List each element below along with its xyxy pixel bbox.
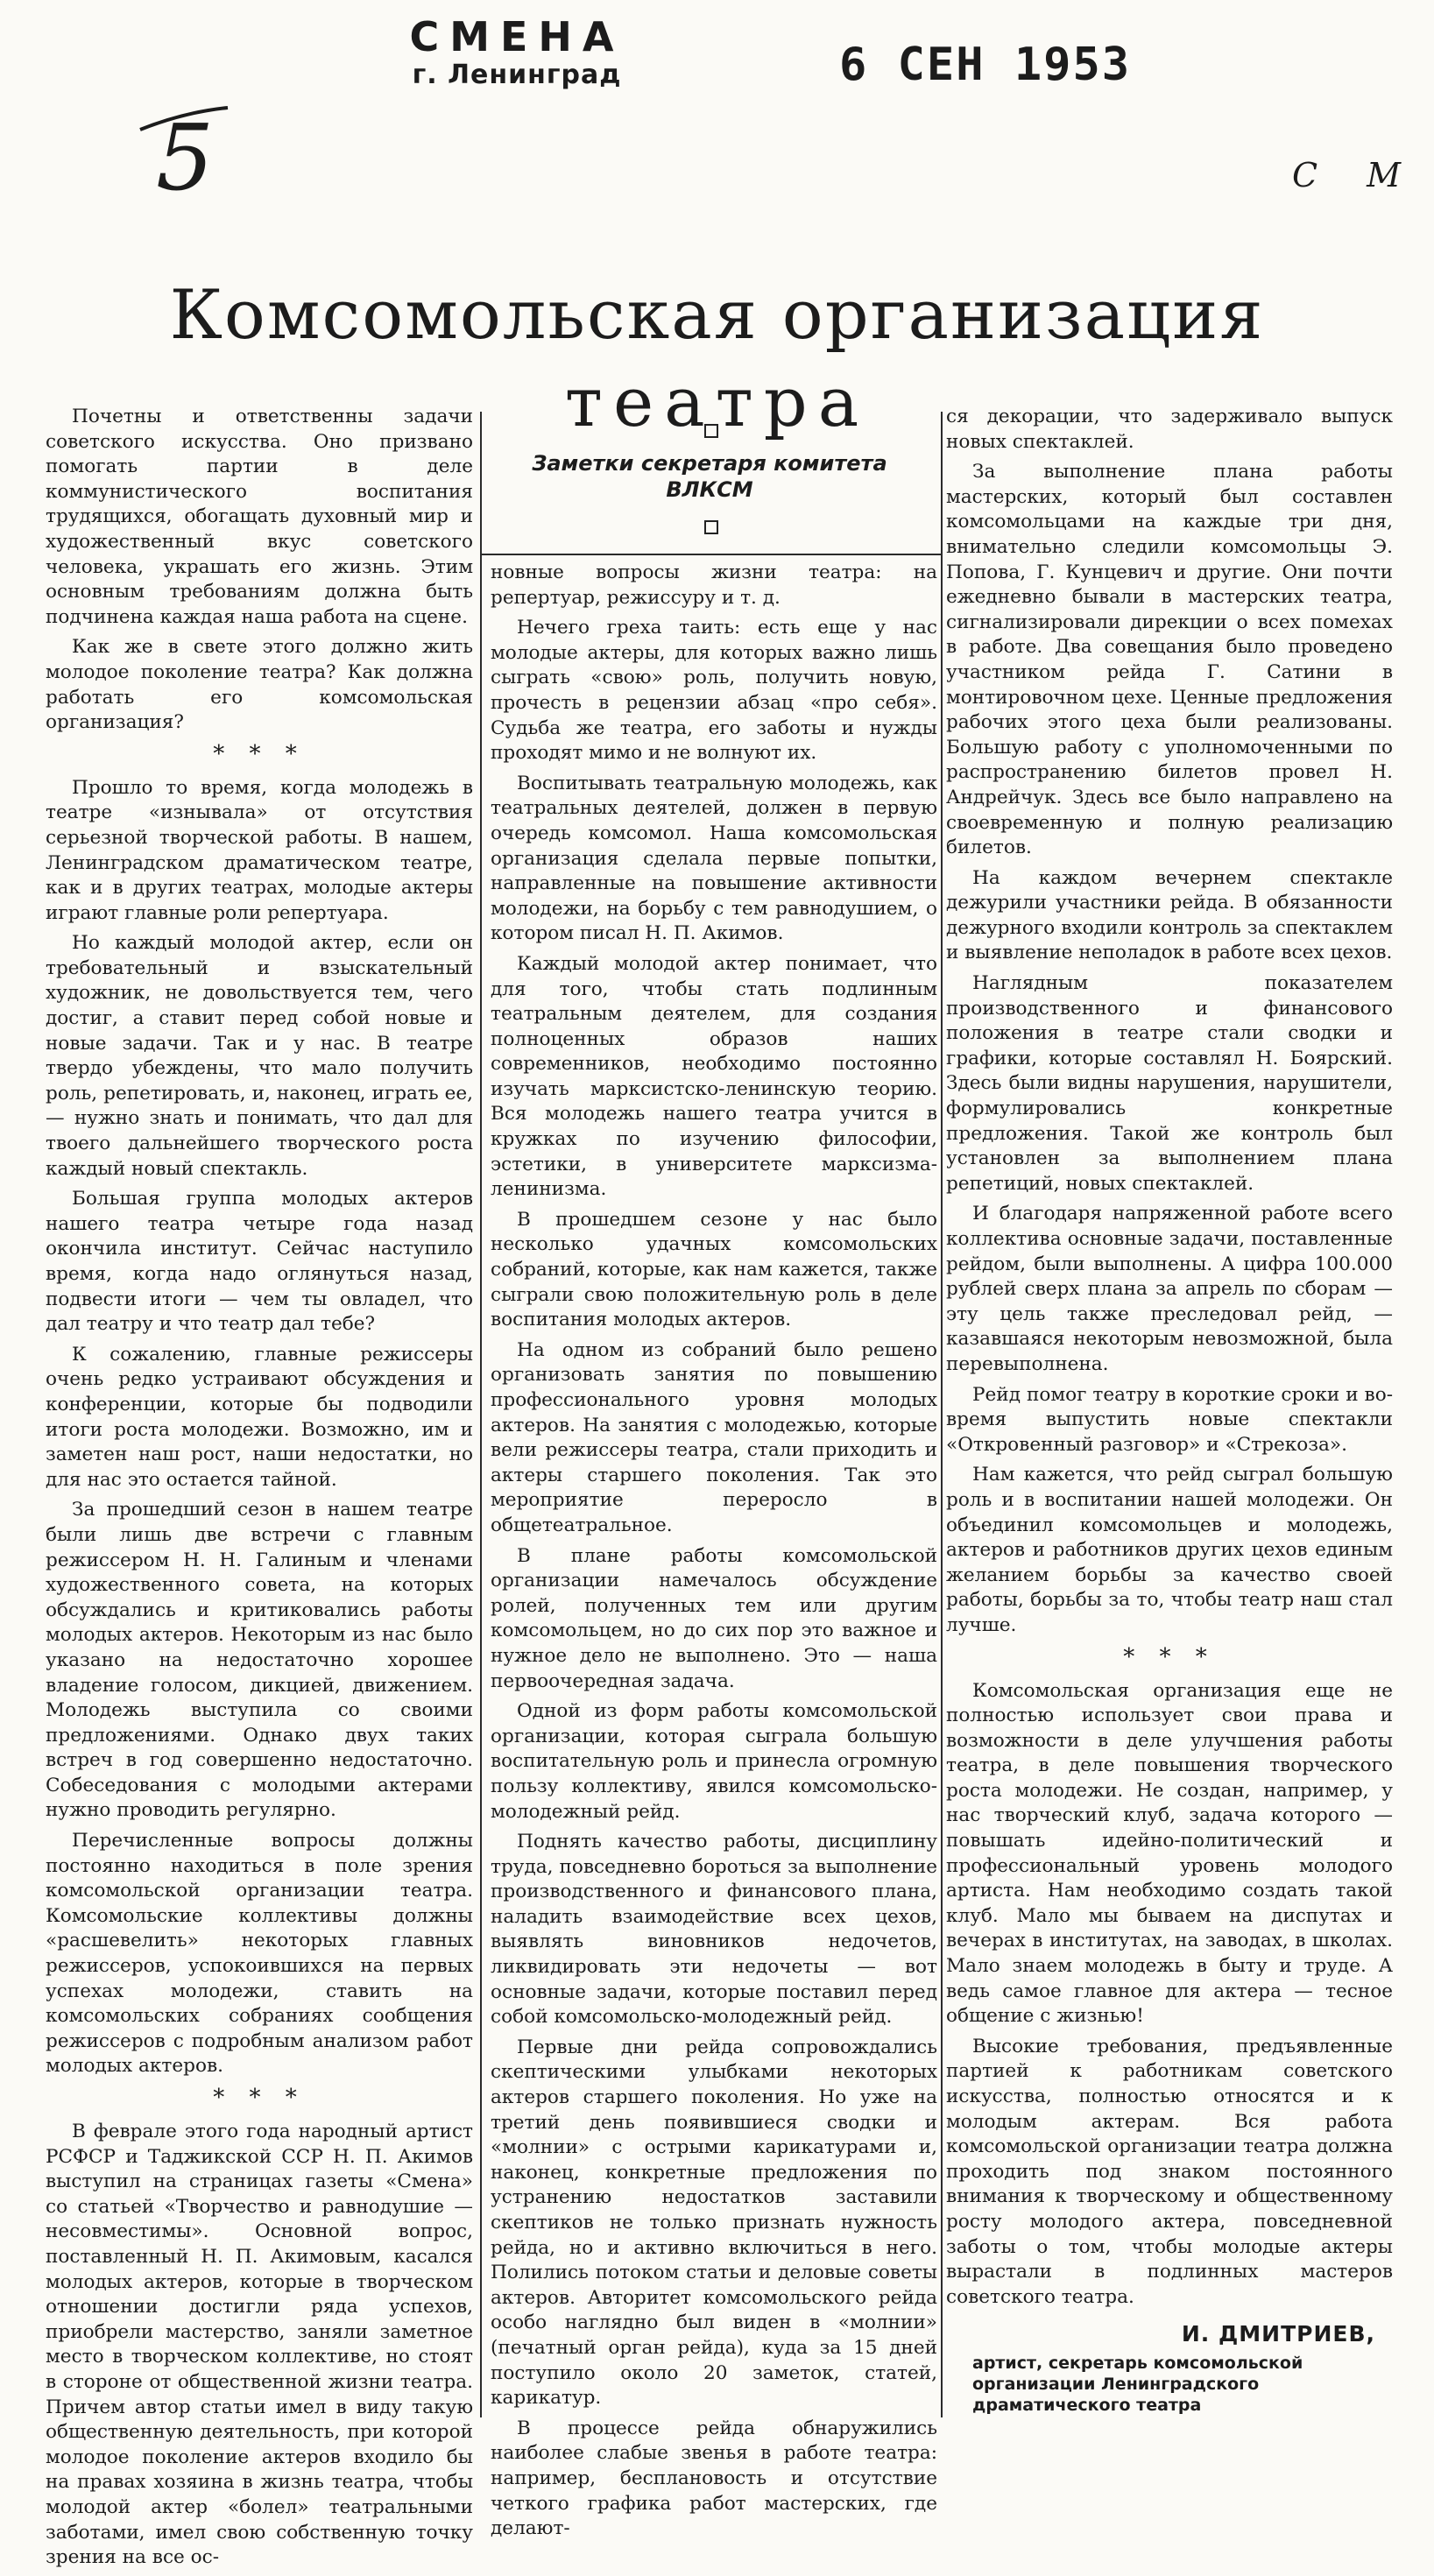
column-3 <box>946 405 1393 2416</box>
column-rule-right <box>941 412 943 2417</box>
paragraph: Нечего греха таить: есть еще у нас молодые актеры, для которых важно лишь сыграть «свою» роль, получить новую, прочесть в рецензии абзац «про себя». Судьба же театра, его заботы и нужды проходят мимо и не волнуют их. <box>491 617 937 765</box>
paragraph: Прошло то время, когда молодежь в театре «изнывала» от отсутствия серьезной творческой работы. В нашем, Ленинградском драматическом театре, как и в других театрах, молодые актеры играют главные роли репертуара. <box>46 776 473 924</box>
headline-line-2: театра <box>564 363 870 443</box>
author-credit: артист, секретарь комсомольской организации Ленинградского драматического театра <box>972 2353 1303 2415</box>
paragraph: новные вопросы жизни театра: на репертуар, режиссуру и т. д. <box>491 561 937 609</box>
column-1 <box>46 405 473 2576</box>
section-divider-stars: * * * <box>213 2085 306 2111</box>
paragraph: За прошедший сезон в нашем театре были лишь две встречи с главным режиссером Н. Н. Галиным и членами художественного совета, на которых обсуждались и критиковались работы молодых актеров. Некоторым из нас было указано на недостаточно хорошее владение голосом, дикцией, движением. Молодежь выступила со своими предложениями. Однако двух таких встреч в год совершенно недостаточно. Собеседования с молодыми актерами нужно проводить регулярно. <box>46 1499 473 1822</box>
article-subtitle: Заметки секретаря комитета ВЛКСМ <box>532 451 887 502</box>
paragraph: Почетны и ответственны задачи советского искусства. Оно призвано помогать партии в деле коммунистического воспитания трудящихся, обогащать духовный мир и художественный вкус советского человека, украшать его жизнь. Этим основным требованиям должна быть подчинена каждая наша работа на сцене. <box>46 406 473 628</box>
section-divider-stars: * * * <box>1123 1643 1216 1670</box>
column-2 <box>491 561 937 2547</box>
paragraph: ся декорации, что задерживало выпуск новых спектаклей. <box>946 406 1393 453</box>
paragraph: Нам кажется, что рейд сыграл большую роль и в воспитании нашей молодежи. Он объединил комсомольцев и молодежь, актеров и работников других цехов единым желанием борьбы за качество своей работы, борьбы за то, чтобы театр наш стал лучше. <box>946 1464 1393 1636</box>
paragraph: В процессе рейда обнаружились наиболее слабые звенья в работе театра: например, бесплановость и отсутствие четкого графика работ мастерских, где делают- <box>491 2417 937 2540</box>
paragraph: В феврале этого года народный артист РСФСР и Таджикской ССР Н. П. Акимов выступил на страницах газеты «Смена» со статьей «Творчество и равнодушие — несовместимы». Основной вопрос, поставленный Н. П. Акимовым, касался молодых актеров, которые в творческом отношении достигли ряда успехов, приобрели мастерство, заняли заметное место в творческом коллективе, но стоят в стороне от общественной жизни театра. Причем автор статьи имел в виду такую общественную деятельность, при которой молодое поколение актеров входило бы на правах хозяина в жизнь театра, чтобы молодой актер «болел» театральными заботами, имел свою собственную точку зрения на все ос- <box>46 2121 473 2569</box>
newspaper-stamp <box>385 14 648 91</box>
date-stamp: 6 СЕН 1953 <box>839 39 1132 91</box>
paragraph: На каждом вечернем спектакле дежурили участники рейда. В обязанности дежурного входили контроль за спектаклем и выявление неполадок в работе всех цехов. <box>946 866 1393 964</box>
corner-mark: С М <box>1292 156 1421 194</box>
paragraph: Наглядным показателем производственного и финансового положения в театре стали сводки и графики, которые составлял Н. Боярский. Здесь были видны нарушения, нарушители, формулировались конкретные предложения. Такой же контроль был установлен за выполнением плана репетиций, новых спектаклей. <box>946 972 1393 1195</box>
paragraph: И благодаря напряженной работе всего коллектива основные задачи, поставленные рейдом, были выполнены. А цифра 100.000 рублей сверх плана за апрель по сборам — эту цель также преследовал рейд, — казавшаяся некоторым невозможной, была перевыполнена. <box>946 1203 1393 1375</box>
author-signature: И. ДМИТРИЕВ, <box>1181 2321 1375 2347</box>
paragraph: Как же в свете этого должно жить молодое поколение театра? Как должна работать его комсомольская организация? <box>46 636 473 734</box>
square-ornament-top-icon <box>704 424 718 438</box>
paragraph: Высокие требования, предъявленные партией к работникам советского искусства, полностью относятся и к молодым актерам. Вся работа комсомольской организации театра должна проходить под знаком постоянного внимания к творческому и общественному росту молодого актера, повседневной заботы о том, чтобы молодые актеры вырастали в подлинных мастеров советского театра. <box>946 2035 1393 2308</box>
paragraph: Но каждый молодой актер, если он требовательный и взыскательный художник, не довольствуется тем, чего достиг, а ставит перед собой новые и новые задачи. Так и у нас. В театре твердо убеждены, что мало получить роль, репетировать, и, наконец, играть ее, — нужно знать и понимать, что дал для твоего дальнейшего творческого роста каждый новый спектакль. <box>46 932 473 1180</box>
headline-line-1: Комсомольская организация <box>169 276 1265 356</box>
paragraph: Первые дни рейда сопровождались скептическими улыбками некоторых актеров старшего поколения. Но уже на третий день появившиеся сводки и «молнии» с острыми карикатурами и, наконец, конкретные предложения по устранению недостатков заставили скептиков не только признать нужность рейда, но и активно включиться в него. Полились потоком статьи и деловые советы актеров. Авторитет комсомольского рейда особо наглядно был виден в «молнии» (печатный орган рейда), куда за 15 дней поступило около 20 заметок, статей, карикатур. <box>491 2036 937 2410</box>
paragraph: В прошедшем сезоне у нас было несколько удачных комсомольских собраний, которые, как нам кажется, также сыграли свою положительную роль в деле воспитания молодых актеров. <box>491 1208 937 1331</box>
paragraph: На одном из собраний было решено организовать занятия по повышению профессионального уровня молодых актеров. На занятия с молодежью, которые вели режиссеры театра, стали приходить и актеры старшего поколения. Так это мероприятие переросло в общетеатральное. <box>491 1338 937 1536</box>
subtitle-rule <box>482 554 941 555</box>
square-ornament-bottom-icon <box>704 520 718 534</box>
paragraph: За выполнение плана работы мастерских, который был составлен комсомольцами на каждые три дня, внимательно следили комсомольцы Э. Попова, Г. Кунцевич и другие. Они почти ежедневно бывали в мастерских театра, сигнализировали дирекции о всех помехах в работе. Два совещания было проведено участником рейда Г. Сатини в монтировочном цехе. Ценные предложения рабочих этого цеха были реализованы. Большую работу с уполномоченными по распространению билетов провел Н. Андрейчук. Здесь все было направлено на своевременную и полную реализацию билетов. <box>946 461 1393 859</box>
handwritten-number: 5 <box>156 104 215 211</box>
newspaper-city: г. Ленинград <box>412 60 622 90</box>
section-divider-stars: * * * <box>213 740 306 767</box>
paragraph: Поднять качество работы, дисциплину труда, повседневно бороться за выполнение производственного и финансового плана, наладить взаимодействие всех цехов, выявлять виновников недочетов, ликвидировать эти недочеты — вот основные задачи, которые поставил перед собой комсомольско-молодежный рейд. <box>491 1831 937 2029</box>
paragraph: Перечисленные вопросы должны постоянно находиться в поле зрения комсомольской организации театра. Комсомольские коллективы должны «расшевелить» некоторых главных режиссеров, успокоившихся на первых успехах молодежи, ставить на комсомольских собраниях сообщения режиссеров с подробным анализом работ молодых актеров. <box>46 1830 473 2078</box>
paragraph: Воспитывать театральную молодежь, как театральных деятелей, должен в первую очередь комсомол. Наша комсомольская организация сделала первые попытки, направленные на повышение активности молодежи, на борьбу с тем равнодушием, о котором писал Н. П. Акимов. <box>491 772 937 945</box>
paragraph: Комсомольская организация еще не полностью использует свои права и возможности в деле улучшения работы театра, в деле повышения творческого роста молодежи. Не создан, например, у нас творческий клуб, задача которого — повышать идейно-политический и профессиональный уровень молодого артиста. Нам необходимо создать такой клуб. Мало мы бываем на диспутах и вечерах в институтах, на заводах, в школах. Мало знаем молодежь в быту и труде. А ведь самое главное для актера — тесное общение с жизнью! <box>946 1679 1393 2028</box>
paragraph: Каждый молодой актер понимает, что для того, чтобы стать подлинным театральным деятелем, для создания полноценных образов наших современников, необходимо постоянно изучать марксистско-ленинскую теорию. Вся молодежь нашего театра учится в кружках по изучению философии, эстетики, в университете марксизма-ленинизма. <box>491 952 937 1201</box>
paragraph: Большая группа молодых актеров нашего театра четыре года назад окончила институт. Сейчас наступило время, когда надо оглянуться назад, подвести итоги — чем ты овладел, что дал театру и что театр дал тебе? <box>46 1188 473 1336</box>
paragraph: В плане работы комсомольской организации намечалось обсуждение ролей, полученных тем или другим комсомольцем, но до сих пор это важное и нужное дело не выполнено. Это — наша первоочередная задача. <box>491 1544 937 1692</box>
column-rule-left <box>480 412 482 2417</box>
paragraph: Рейд помог театру в короткие сроки и во-время выпустить новые спектакли «Откровенный разговор» и «Стрекоза». <box>946 1383 1393 1456</box>
newspaper-name: СМЕНА <box>409 13 625 60</box>
paragraph: К сожалению, главные режиссеры очень редко устраивают обсуждения и конференции, которые бы подводили итоги роста молодежи. Возможно, им и заметен наш рост, наши недостатки, но для нас это остается тайной. <box>46 1343 473 1491</box>
paragraph: Одной из форм работы комсомольской организации, которая сыграла большую воспитательную роль и принесла огромную пользу коллективу, явился комсомольско-молодежный рейд. <box>491 1700 937 1823</box>
